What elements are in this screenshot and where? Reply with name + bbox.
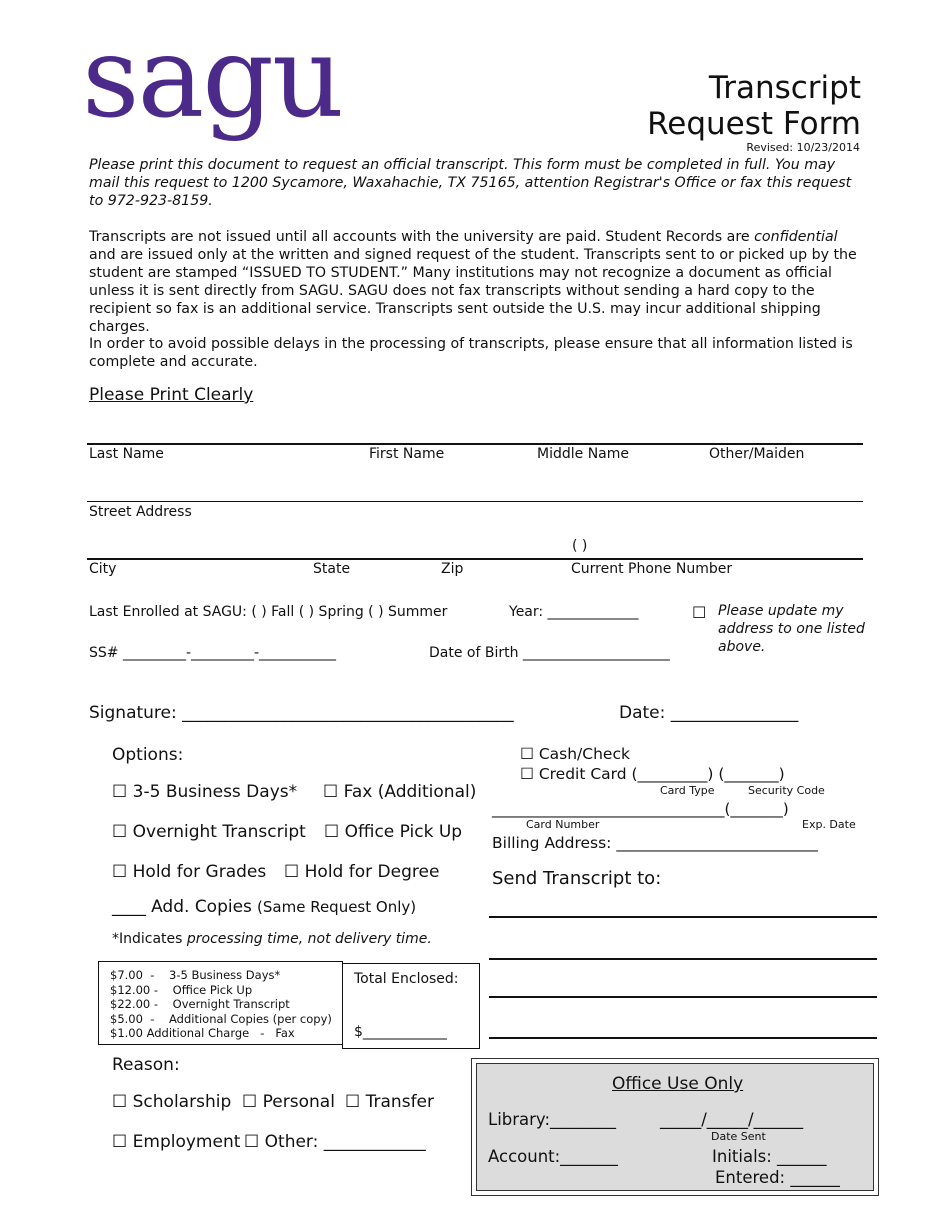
add-copies-blank[interactable]: ____ [112,897,146,917]
other-maiden-label: Other/Maiden [709,446,805,462]
last-enrolled-field[interactable]: Last Enrolled at SAGU: ( ) Fall ( ) Spring ( ) Summer [89,604,448,620]
total-enclosed-box [342,963,480,1049]
first-name-label: First Name [369,446,445,462]
office-use-box [471,1058,879,1196]
add-copies-row [112,897,416,917]
cash-check-option[interactable]: ☐ Cash/Check [520,745,630,763]
update-note-line-1: Please update my [718,603,844,619]
last-name-label: Last Name [89,446,164,462]
card-number-label: Card Number [526,818,600,831]
price-item: $22.00 - Overnight Transcript [110,997,290,1011]
print-clearly-heading: Please Print Clearly [89,385,254,405]
send-line-3[interactable] [489,996,877,998]
city-label: City [89,561,117,577]
update-address-checkbox[interactable]: ☐ [692,603,707,622]
initials-field: Initials: ______ [712,1147,827,1166]
total-enclosed-field[interactable]: $____________ [354,1024,447,1040]
p2-confidential: confidential [754,229,838,245]
date-sent-field: _____/_____/______ [660,1110,804,1129]
update-address-note [718,602,865,656]
send-line-4[interactable] [489,1037,877,1039]
phone-parens: ( ) [572,538,588,554]
reason-personal[interactable]: ☐ Personal [242,1092,335,1112]
p2-part-a: Transcripts are not issued until all accounts with the university are paid. Student Records are [89,229,755,245]
price-item: $12.00 - Office Pick Up [110,982,253,997]
form-title [647,70,861,142]
option-pickup[interactable]: ☐ Office Pick Up [324,822,463,842]
update-note-line-3: above. [718,639,766,655]
price-item: $7.00 - 3-5 Business Days* [110,968,281,982]
reason-other[interactable]: ☐ Other: ____________ [244,1132,426,1152]
library-field: Library:________ [488,1110,617,1129]
account-field: Account:_______ [488,1147,618,1166]
reason-scholarship[interactable]: ☐ Scholarship [112,1092,232,1112]
intro-paragraph-1: Please print this document to request an official transcript. This form must be completed in full. You may mail this request to 1200 Sycamore, Waxahachie, TX 75165, attention Registrar's Office or fax this request to 972-923-8159. [89,157,852,209]
reason-transfer[interactable]: ☐ Transfer [345,1092,435,1112]
phone-label: Current Phone Number [571,561,733,577]
update-note-line-2: address to one listed [718,621,865,637]
sagu-logo: sagu [82,13,343,143]
billing-address-field[interactable]: Billing Address: __________________________ [492,834,818,852]
exp-date-label: Exp. Date [802,818,856,831]
entered-field: Entered: ______ [715,1168,840,1187]
date-sent-label: Date Sent [711,1130,766,1143]
same-request-note: (Same Request Only) [257,898,417,916]
security-code-label: Security Code [748,784,825,797]
price-item: $5.00 - Additional Copies (per copy) [110,1011,332,1026]
processing-note [112,931,432,947]
zip-label: Zip [441,561,464,577]
options-heading: Options: [112,745,184,765]
office-use-inner [476,1063,874,1191]
p2-part-c: and are issued only at the written and signed request of the student. Transcripts sent to or picked up by the student are stamped “ISSUED TO STUDENT.” Many institutions may not recognize a document as official unless it is sent directly from SAGU. SAGU does not fax transcripts without sending a hard copy to the recipient so fax is an additional service. Transcripts sent outside the U.S. may incur additional shipping charges. [89,247,857,335]
credit-card-option[interactable]: ☐ Credit Card (_________) (_______) [520,765,785,783]
card-type-label: Card Type [660,784,715,797]
name-top-line [87,443,863,445]
street-address-label: Street Address [89,504,192,520]
card-number-field[interactable]: _______________________________(_______) [492,800,789,818]
office-use-heading: Office Use Only [612,1074,744,1094]
dob-field[interactable]: Date of Birth _____________________ [429,645,670,661]
street-line [87,501,863,502]
state-label: State [313,561,351,577]
option-hold-grades[interactable]: ☐ Hold for Grades [112,862,267,882]
reason-employment[interactable]: ☐ Employment [112,1132,241,1152]
revised-date: Revised: 10/23/2014 [746,141,860,154]
price-list-box [98,961,343,1045]
option-hold-degree[interactable]: ☐ Hold for Degree [284,862,440,882]
add-copies-label: Add. Copies [151,897,252,917]
reason-heading: Reason: [112,1055,180,1075]
intro-paragraph-3: In order to avoid possible delays in the processing of transcripts, please ensure that all information listed is complete and accurate. [89,336,853,370]
total-enclosed-label: Total Enclosed: [354,971,459,987]
price-list [110,968,332,1041]
title-line-1: Transcript [708,70,861,106]
note-part-b: processing time, not delivery time. [186,931,432,947]
signature-field[interactable]: Signature: _______________________________________ [89,703,514,723]
send-line-1[interactable] [489,916,877,918]
option-overnight[interactable]: ☐ Overnight Transcript [112,822,306,842]
note-part-a: *Indicates [112,931,187,947]
option-3-5-days[interactable]: ☐ 3-5 Business Days* [112,782,298,802]
send-transcript-heading: Send Transcript to: [492,868,662,889]
option-fax[interactable]: ☐ Fax (Additional) [323,782,477,802]
date-field[interactable]: Date: _______________ [619,703,799,723]
ssn-field[interactable]: SS# _________-_________-___________ [89,645,337,661]
intro-paragraph-2 [89,228,861,336]
price-item: $1.00 Additional Charge - Fax [110,1026,295,1040]
year-field[interactable]: Year: _____________ [509,604,639,620]
title-line-2: Request Form [647,106,861,142]
middle-name-label: Middle Name [537,446,629,462]
city-line [87,558,863,560]
send-line-2[interactable] [489,958,877,960]
